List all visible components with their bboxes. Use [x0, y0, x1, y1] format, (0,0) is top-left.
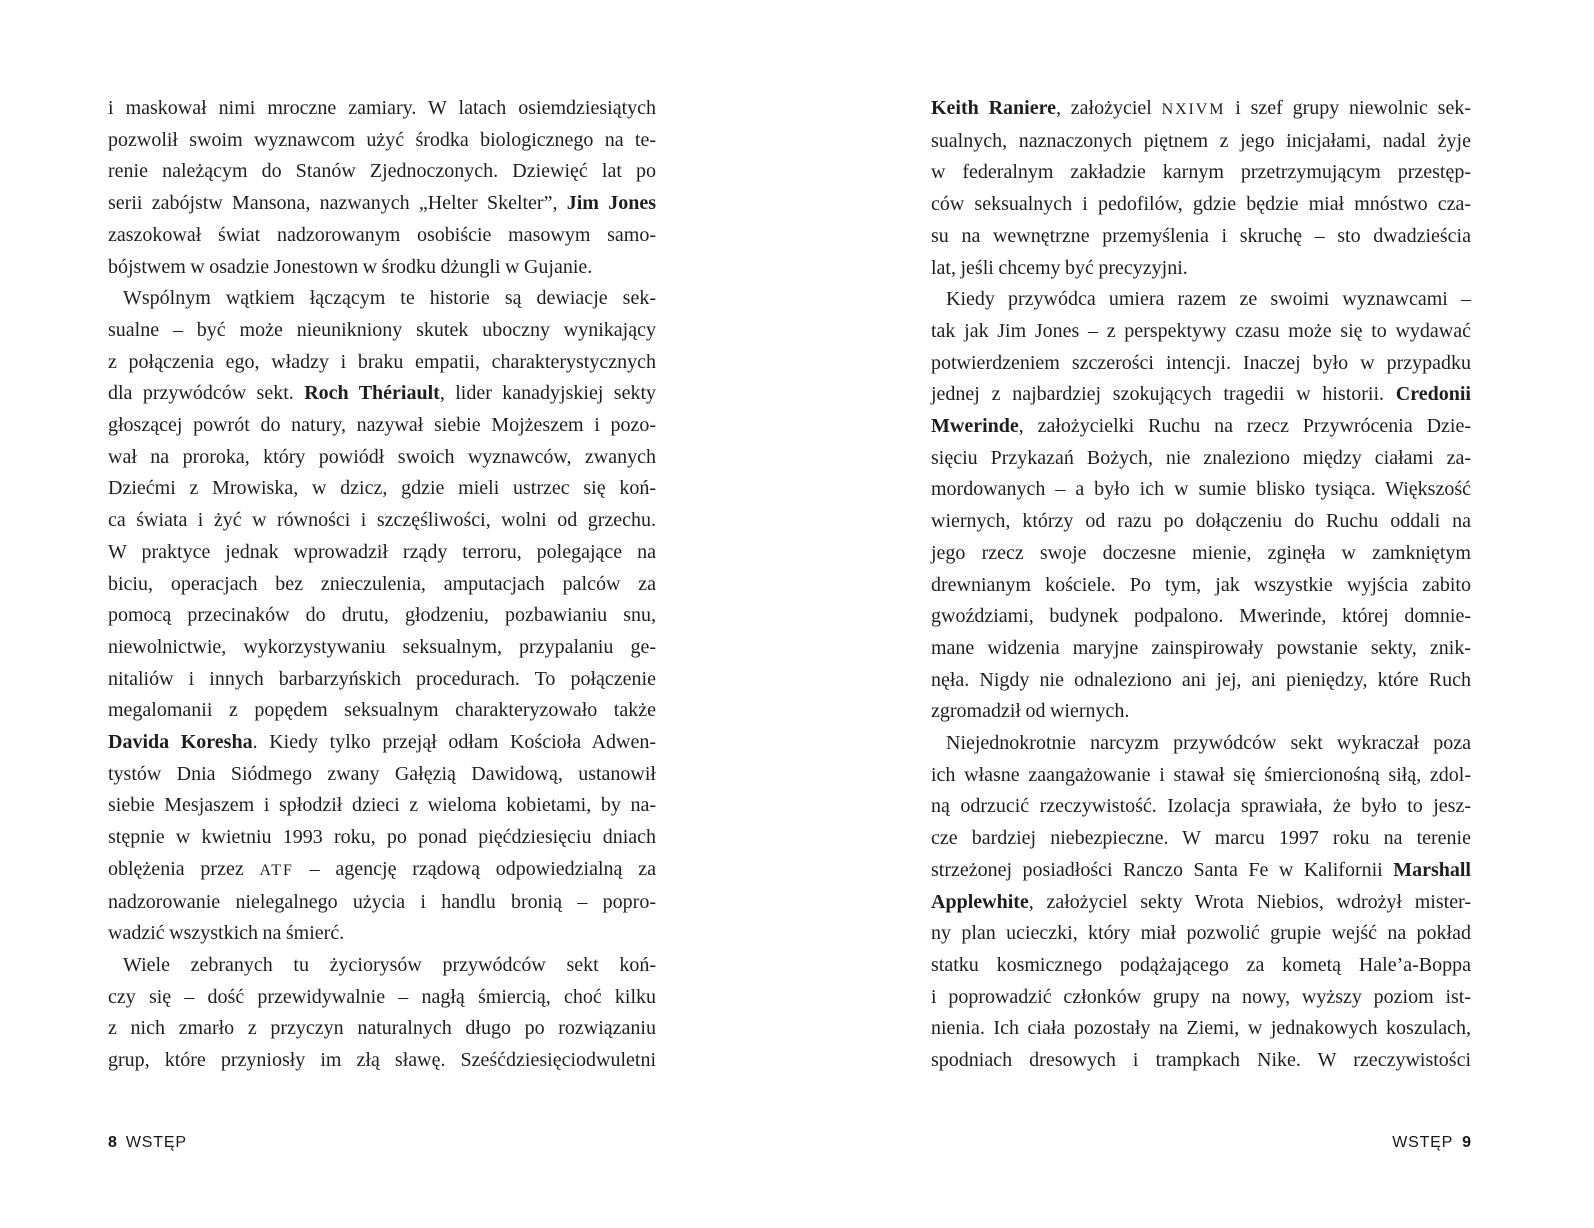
text-line	[108, 347, 656, 379]
text-line	[108, 759, 656, 791]
text-line	[108, 695, 656, 727]
body-text: , lider kanadyjskiej sekty	[439, 382, 657, 405]
body-text: – agencję rządową odpowiedzialną za	[293, 857, 656, 880]
body-text: ich własne zaangażowanie i stawał się śmiercionośną siłą, zdol-	[931, 763, 1471, 786]
body-text: zgromadził od wiernych.	[931, 700, 1130, 723]
body-text: Dziećmi z Mrowiska, w dzicz, gdzie mieli ustrzec się koń-	[108, 477, 656, 500]
text-line	[931, 126, 1471, 158]
text-line	[931, 855, 1471, 887]
text-line	[931, 601, 1471, 633]
body-text: z nich zmarło z przyczyn naturalnych długo po rozwiązaniu	[108, 1017, 656, 1040]
body-text: stępnie w kwietniu 1993 roku, po ponad pięćdziesięciu dniach	[108, 826, 656, 849]
body-text: renie należącym do Stanów Zjednoczonych. Dziewięć lat po	[108, 160, 656, 183]
text-line	[931, 696, 1471, 728]
body-text: , założyciel sekty Wrota Niebios, wdrożył mister-	[1028, 890, 1471, 913]
text-line	[108, 93, 656, 125]
text-line	[931, 443, 1471, 475]
bold-name-text: Applewhite	[931, 890, 1029, 913]
text-line	[108, 220, 656, 252]
body-text: ców seksualnych i pedofilów, gdzie będzie miał mnóstwo cza-	[931, 193, 1471, 216]
left-page-number: 8	[108, 1134, 117, 1151]
body-text: drewnianym kościele. Po tym, jak wszystkie wyjścia zabito	[931, 573, 1471, 596]
body-text: ny plan ucieczki, który miał pozwolić grupie wejść na pokład	[931, 922, 1471, 945]
text-line	[931, 570, 1471, 602]
text-line	[931, 284, 1471, 316]
body-text: gwoździami, budynek podpalono. Mwerinde, której domnie-	[931, 605, 1471, 628]
body-text: mane widzenia maryjne zainspirowały powstanie sekty, znik-	[931, 636, 1471, 659]
text-line	[931, 348, 1471, 380]
smallcaps-acronym-text: NXIVM	[1161, 101, 1226, 118]
body-text: mordowanych – a było ich w sumie blisko tysiąca. Większość	[931, 478, 1471, 501]
left-page-text-column	[108, 93, 656, 1077]
text-line	[108, 442, 656, 474]
body-text: strzeżonej posiadłości Ranczo Santa Fe w Kalifornii	[931, 858, 1394, 881]
text-line	[931, 379, 1471, 411]
body-text: wadzić wszystkich na śmierć.	[108, 922, 345, 945]
body-text: nitaliów i innych barbarzyńskich procedurach. To połączenie	[108, 667, 656, 690]
text-line	[931, 506, 1471, 538]
text-line	[931, 760, 1471, 792]
text-line	[931, 411, 1471, 443]
body-text: biciu, operacjach bez znieczulenia, amputacjach palców za	[108, 572, 656, 595]
smallcaps-acronym-text: ATF	[259, 861, 294, 879]
body-text: statku kosmicznego podążającego za kometą Hale’a-Boppa	[931, 953, 1471, 976]
body-text: serii zabójstw Mansona, nazwanych „Helter Skelter”,	[108, 192, 567, 215]
text-line	[108, 854, 656, 887]
text-line	[108, 918, 656, 950]
body-text: Kiedy przywódca umiera razem ze swoimi wyznawcami –	[946, 288, 1471, 311]
text-line	[931, 189, 1471, 221]
text-line	[108, 125, 656, 157]
text-line	[931, 157, 1471, 189]
body-text: W praktyce jednak wprowadził rządy terroru, polegające na	[108, 540, 656, 563]
text-line	[108, 887, 656, 919]
text-line	[108, 473, 656, 505]
text-line	[108, 790, 656, 822]
body-text: tak jak Jim Jones – z perspektywy czasu może się to wydawać	[931, 319, 1471, 342]
body-text: , założyciel	[1055, 97, 1162, 119]
text-line	[108, 727, 656, 759]
body-text: cze bardziej niebezpieczne. W marcu 1997 roku na terenie	[931, 827, 1471, 850]
bold-name-text: Jim Jones	[566, 192, 656, 215]
text-line	[108, 664, 656, 696]
text-line	[931, 538, 1471, 570]
body-text: Wspólnym wątkiem łączącym te historie są dewiacje sek-	[123, 287, 656, 310]
text-line	[108, 156, 656, 188]
body-text: z połączenia ego, władzy i braku empatii, charakterystycznych	[108, 350, 656, 373]
text-line	[931, 253, 1471, 285]
body-text: sięciu Przykazań Bożych, nie znaleziono między ciałami za-	[931, 446, 1471, 469]
text-line	[931, 950, 1471, 982]
text-line	[931, 791, 1471, 823]
body-text: nienia. Ich ciała pozostały na Ziemi, w jednakowych koszulach,	[931, 1017, 1471, 1040]
text-line	[108, 822, 656, 854]
text-line	[108, 252, 656, 284]
text-line	[931, 1013, 1471, 1045]
body-text: w federalnym zakładzie karnym przetrzymującym przestęp-	[931, 161, 1471, 184]
body-text: nadzorowanie nielegalnego użycia i handlu bronią – popro-	[108, 890, 656, 913]
text-line	[931, 887, 1471, 919]
body-text: czy się – dość przewidywalnie – nagłą śmiercią, choć kilku	[108, 985, 656, 1008]
text-line	[108, 600, 656, 632]
bold-name-text: Keith Raniere	[931, 97, 1056, 119]
text-line	[931, 633, 1471, 665]
body-text: oblężenia przez	[108, 857, 260, 880]
text-line	[108, 569, 656, 601]
text-line	[108, 188, 656, 220]
body-text: ną odrzucić rzeczywistość. Izolacja sprawiała, że było to jesz-	[931, 795, 1471, 818]
body-text: nęła. Nigdy nie odnaleziono ani jej, ani pieniędzy, które Ruch	[931, 668, 1471, 691]
body-text: spodniach dresowych i trampkach Nike. W rzeczywistości	[931, 1049, 1471, 1072]
bold-name-text: Mwerinde	[931, 415, 1019, 438]
body-text: pomocą przecinaków do drutu, głodzeniu, pozbawianiu snu,	[108, 604, 656, 627]
text-line	[931, 665, 1471, 697]
text-line	[931, 728, 1471, 760]
body-text: dla przywódców sekt.	[108, 382, 305, 405]
body-text: sualne – być może nieunikniony skutek uboczny wynikający	[108, 318, 656, 341]
bold-name-text: Marshall	[1393, 858, 1471, 881]
body-text: tystów Dnia Siódmego zwany Gałęzią Dawidową, ustanowił	[108, 762, 656, 785]
text-line	[108, 315, 656, 347]
body-text: i szef grupy niewolnic sek-	[1225, 97, 1471, 119]
right-running-head: WSTĘP	[1392, 1134, 1454, 1151]
text-line	[931, 93, 1471, 126]
text-line	[108, 950, 656, 982]
text-line	[931, 982, 1471, 1014]
text-line	[931, 474, 1471, 506]
text-line	[108, 982, 656, 1014]
body-text: lat, jeśli chcemy być precyzyjni.	[931, 256, 1188, 279]
body-text: jego rzecz swoje doczesne mienie, zginęła w zamkniętym	[931, 541, 1471, 564]
body-text: . Kiedy tylko przejął odłam Kościoła Adwen-	[252, 731, 656, 754]
text-line	[931, 823, 1471, 855]
body-text: wiernych, którzy od razu po dołączeniu do Ruchu oddali na	[931, 510, 1471, 533]
text-line	[108, 1013, 656, 1045]
text-line	[108, 537, 656, 569]
body-text: pozwolił swoim wyznawcom użyć środka biologicznego na te-	[108, 128, 656, 151]
body-text: megalomanii z popędem seksualnym charakteryzowało także	[108, 699, 656, 722]
bold-name-text: Roch Thériault	[304, 382, 440, 405]
text-line	[108, 283, 656, 315]
right-page-number: 9	[1462, 1134, 1471, 1151]
body-text: i poprowadzić członków grupy na nowy, wyższy poziom ist-	[931, 985, 1471, 1008]
body-text: niewolnictwie, wykorzystywaniu seksualnym, przypalaniu ge-	[108, 635, 656, 658]
text-line	[931, 316, 1471, 348]
body-text: zaszokował świat nadzorowanym osobiście masowym samo-	[108, 223, 656, 246]
text-line	[108, 410, 656, 442]
text-line	[108, 378, 656, 410]
body-text: jednej z najbardziej szokujących tragedii w historii.	[931, 383, 1396, 406]
text-line	[108, 1045, 656, 1077]
text-line	[931, 221, 1471, 253]
body-text: grup, które przyniosły im złą sławę. Sześćdziesięciodwuletni	[108, 1049, 656, 1072]
body-text: potwierdzeniem szczerości intencji. Inaczej było w przypadku	[931, 351, 1471, 374]
right-page-footer	[931, 1134, 1471, 1152]
text-line	[931, 1045, 1471, 1077]
left-running-head: WSTĘP	[125, 1134, 187, 1151]
text-line	[108, 505, 656, 537]
text-line	[931, 918, 1471, 950]
bold-name-text: Davida Koresha	[108, 731, 253, 754]
text-line	[108, 632, 656, 664]
right-page-text-column	[931, 93, 1471, 1077]
body-text: sualnych, naznaczonych piętnem z jego inicjałami, nadal żyje	[931, 129, 1471, 152]
bold-name-text: Credonii	[1395, 383, 1471, 406]
body-text: Niejednokrotnie narcyzm przywódców sekt wykraczał poza	[946, 732, 1471, 755]
body-text: bójstwem w osadzie Jonestown w środku dżungli w Gujanie.	[108, 255, 593, 278]
body-text: głoszącej powrót do natury, nazywał siebie Mojżeszem i pozo-	[108, 414, 656, 437]
body-text: ca świata i żyć w równości i szczęśliwości, wolni od grzechu.	[108, 509, 656, 532]
body-text: wał na proroka, który powiódł swoich wyznawców, zwanych	[108, 445, 656, 468]
body-text: i maskował nimi mroczne zamiary. W latach osiemdziesiątych	[108, 97, 656, 119]
body-text: siebie Mesjaszem i spłodził dzieci z wieloma kobietami, by na-	[108, 794, 656, 817]
left-page-footer	[108, 1134, 656, 1152]
body-text: , założycielki Ruchu na rzecz Przywrócenia Dzie-	[1018, 415, 1471, 438]
body-text: Wiele zebranych tu życiorysów przywódców sekt koń-	[123, 953, 656, 976]
body-text: su na wewnętrzne przemyślenia i skruchę – sto dwadzieścia	[931, 224, 1471, 247]
